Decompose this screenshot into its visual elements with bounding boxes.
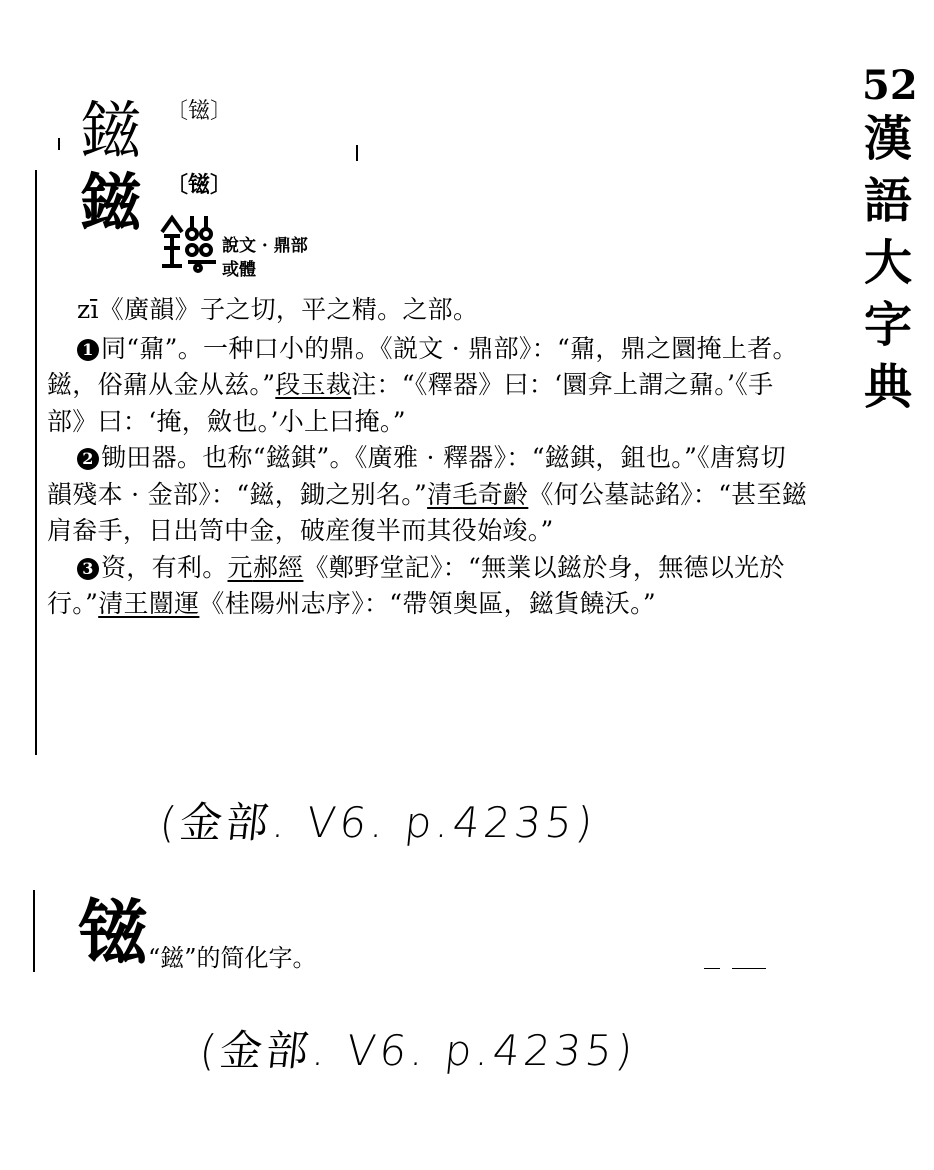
title-char: 漢 [863, 111, 912, 167]
sense-text: 《桂陽州志序》：“帶領奥區，鎡貨饒沃。” [199, 589, 656, 618]
simplified-note: “鎡”的简化字。 [148, 944, 317, 972]
sense-text: 《鄭野堂記》：“無業以鎡於身，無德以光於行。” [47, 552, 785, 618]
title-char: 大 [863, 235, 912, 291]
simplified-headword: 镃 [78, 891, 148, 974]
entry-body [47, 292, 809, 623]
sense-text: 锄田器。也称“鎡錤”。《廣雅 · 釋器》：“鎡錤，鉏也。”《唐寫切韻殘本 · 金部》：“鎡，鋤之别名。” [47, 443, 786, 509]
dynasty-name: 清 [98, 589, 124, 618]
margin-rule [35, 170, 37, 755]
headword-upper-bracket: 〔镃〕 [166, 99, 233, 124]
volume-number: 52 [862, 62, 918, 109]
headword-upper: 鎡 [80, 94, 143, 167]
title-char: 語 [863, 173, 912, 229]
author-name: 毛奇齡 [452, 479, 529, 509]
headword-main-bracket: 〔镃〕 [166, 172, 233, 198]
sense-marker: 2 [77, 448, 99, 470]
title-char: 典 [863, 359, 912, 415]
pronunciation-line: zī《廣韻》子之切，平之精。之部。 [77, 295, 479, 324]
dictionary-title [858, 108, 918, 418]
author-name: 王闓運 [123, 589, 200, 618]
handwritten-note: (金部. V6. p.4235) [157, 798, 599, 847]
scan-mark [732, 968, 766, 969]
title-char: 字 [863, 297, 912, 353]
sense-2 [47, 440, 809, 550]
scan-mark [704, 968, 720, 969]
sense-text: 资，有利。 [101, 552, 228, 582]
handwritten-note: (金部. V6. p.4235) [197, 1026, 639, 1075]
author-name: 段玉裁 [275, 370, 352, 399]
margin-rule [33, 890, 35, 972]
seal-variant-line: 或體 [222, 260, 256, 280]
sense-text: 同“鼐”。一种口小的鼎。《説文 · 鼎部》：“鼐，鼎之圜掩上者。鎡，俗鼐从金从兹。” [47, 333, 798, 399]
sense-marker: 3 [77, 558, 99, 580]
seal-script-glyph [158, 212, 220, 274]
sense-text: 注：“《釋器》曰：‘圜弇上謂之鼐。’《手部》曰：‘掩，斂也。’小上曰掩。” [47, 370, 774, 436]
dynasty-name: 元 [227, 552, 253, 582]
margin-rule [58, 138, 60, 150]
author-name: 郝經 [252, 552, 304, 582]
sense-text: 《何公墓誌銘》：“甚至鎡肩畚手，日出笥中金，破産復半而其役始竣。” [47, 479, 808, 545]
sense-1 [47, 331, 809, 441]
sense-3 [47, 550, 809, 623]
margin-rule [356, 145, 358, 161]
sense-marker: 1 [77, 339, 99, 361]
headword-main: 鎡 [80, 166, 143, 239]
seal-source [222, 234, 308, 282]
seal-source-line: 說文 · 鼎部 [222, 236, 308, 256]
dynasty-name: 清 [427, 479, 453, 509]
